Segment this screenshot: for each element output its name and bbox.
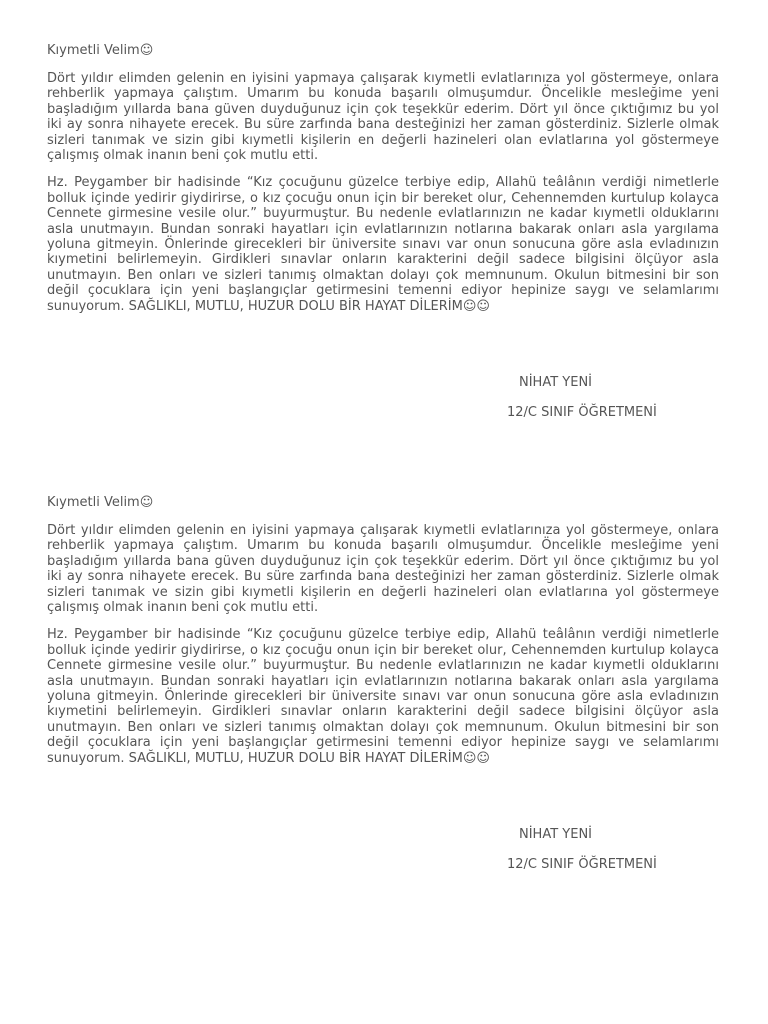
letter-paragraph-1: Dört yıldır elimden gelenin en iyisini yapmaya çalışarak kıymetli evlatlarınıza yol göstermeye, onlara rehberlik yapmaya çalıştım. Umarım bu konuda başarılı olmuşumdur. Öncelikle mesleğime yeni başladığım yıllarda bana güven duyduğunuz için çok teşekkür ederim. Dört yıl önce çıktığımız bu yol iki ay sonra nihayete erecek. Bu süre zarfında bana desteğinizi her zaman gösterdiniz. Sizlerle olmak sizleri tanımak ve sizin gibi kıymetli kişilerin en değerli hazineleri olan evlatlarına yol göstermeye çalışmış olmak inanın beni çok mutlu etti. bbox=[47, 523, 719, 616]
letter-paragraph-1: Dört yıldır elimden gelenin en iyisini yapmaya çalışarak kıymetli evlatlarınıza yol göstermeye, onlara rehberlik yapmaya çalıştım. Umarım bu konuda başarılı olmuşumdur. Öncelikle mesleğime yeni başladığım yıllarda bana güven duyduğunuz için çok teşekkür ederim. Dört yıl önce çıktığımız bu yol iki ay sonra nihayete erecek. Bu süre zarfında bana desteğinizi her zaman gösterdiniz. Sizlerle olmak sizleri tanımak ve sizin gibi kıymetli kişilerin en değerli hazineleri olan evlatlarına yol göstermeye çalışmış olmak inanın beni çok mutlu etti. bbox=[47, 71, 719, 164]
letter-1 bbox=[47, 43, 719, 420]
letter-2 bbox=[47, 495, 719, 872]
signature-name: NİHAT YENİ bbox=[519, 827, 593, 842]
signature-name: NİHAT YENİ bbox=[519, 375, 593, 390]
signature-title: 12/C SINIF ÖĞRETMENİ bbox=[507, 405, 657, 420]
signature-title: 12/C SINIF ÖĞRETMENİ bbox=[507, 857, 657, 872]
letter-greeting: Kıymetli Velim☺ bbox=[47, 43, 154, 58]
letter-paragraph-2: Hz. Peygamber bir hadisinde “Kız çocuğunu güzelce terbiye edip, Allahü teâlânın verdiği nimetlerle bolluk içinde yedirir giydirirse, o kız çocuğu onun için bir bereket olur, Cehennemden kurtulup kolayca Cennete girmesine vesile olur.” buyurmuştur. Bu nedenle evlatlarınızın ne kadar kıymetli olduklarını asla unutmayın. Bundan sonraki hayatları için evlatlarınızın notlarına bakarak onları asla yargılama yoluna gitmeyin. Önlerinde girecekleri bir üniversite sınavı var onun sonucuna göre asla evladınızın kıymetini belirlemeyin. Girdikleri sınavlar onların karakterini değil sadece bilgisini ölçüyor asla unutmayın. Ben onları ve sizleri tanımış olmaktan dolayı çok memnunum. Okulun bitmesini bir son değil çocuklara için yeni başlangıçlar getirmesini temenni ediyor hepinize saygı ve selamlarımı sunuyorum. SAĞLIKLI, MUTLU, HUZUR DOLU BİR HAYAT DİLERİM☺☺ bbox=[47, 627, 719, 766]
letter-greeting: Kıymetli Velim☺ bbox=[47, 495, 154, 510]
letter-paragraph-2: Hz. Peygamber bir hadisinde “Kız çocuğunu güzelce terbiye edip, Allahü teâlânın verdiği nimetlerle bolluk içinde yedirir giydirirse, o kız çocuğu onun için bir bereket olur, Cehennemden kurtulup kolayca Cennete girmesine vesile olur.” buyurmuştur. Bu nedenle evlatlarınızın ne kadar kıymetli olduklarını asla unutmayın. Bundan sonraki hayatları için evlatlarınızın notlarına bakarak onları asla yargılama yoluna gitmeyin. Önlerinde girecekleri bir üniversite sınavı var onun sonucuna göre asla evladınızın kıymetini belirlemeyin. Girdikleri sınavlar onların karakterini değil sadece bilgisini ölçüyor asla unutmayın. Ben onları ve sizleri tanımış olmaktan dolayı çok memnunum. Okulun bitmesini bir son değil çocuklara için yeni başlangıçlar getirmesini temenni ediyor hepinize saygı ve selamlarımı sunuyorum. SAĞLIKLI, MUTLU, HUZUR DOLU BİR HAYAT DİLERİM☺☺ bbox=[47, 175, 719, 314]
